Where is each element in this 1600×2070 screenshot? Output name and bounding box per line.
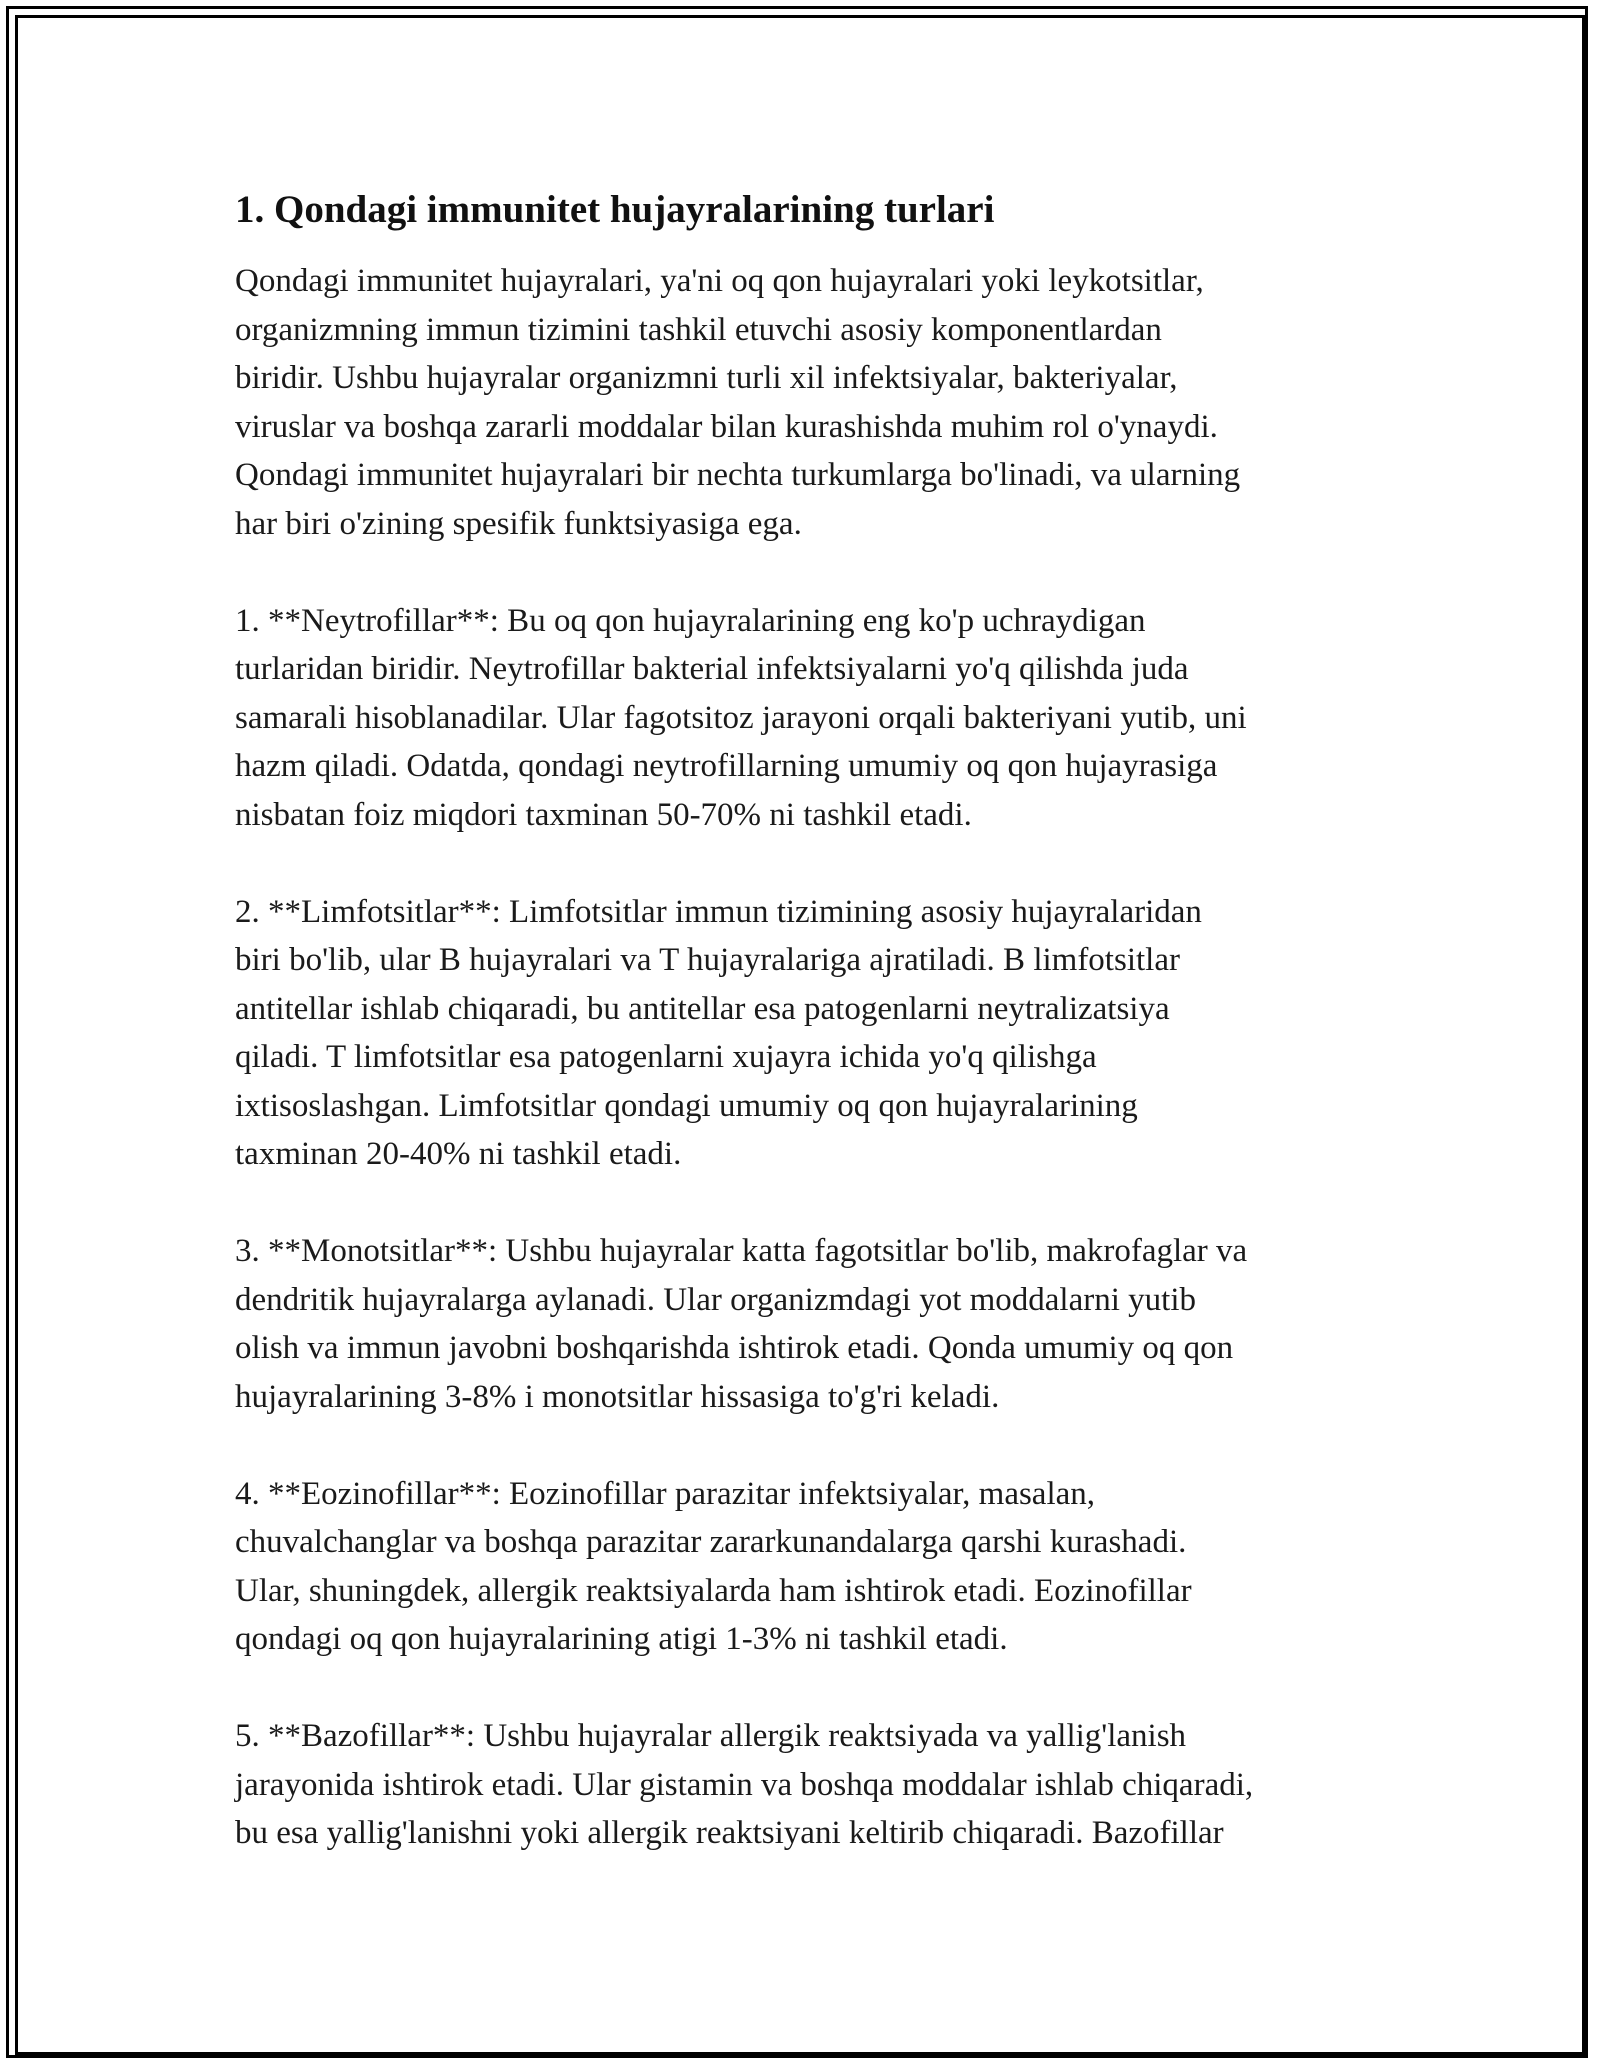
intro-paragraph: Qondagi immunitet hujayralari, ya'ni oq qon hujayralari yoki leykotsitlar, organizmning immun tizimini tashkil etuvchi asosiy komponentlardan biridir. Ushbu hujayralar organizmni turli xil infektsiyalar, bakteriyalar, viruslar va boshqa zararli moddalar bilan kurashishda muhim rol o'ynaydi. Qondagi immunitet hujayralari bir nechta turkumlarga bo'linadi, va ularning har biri o'zining spesifik funktsiyasiga ega. (235, 263, 1241, 542)
basophils-paragraph: 5. **Bazofillar**: Ushbu hujayralar allergik reaktsiyada va yallig'lanish jarayonida ishtirok etadi. Ular gistamin va boshqa moddalar ishlab chiqaradi, bu esa yallig'lanishni yoki allergik reaktsiyani keltirib chiqaradi. Bazofillar (235, 1718, 1254, 1851)
document-body (235, 185, 1380, 1906)
section-heading: 1. Qondagi immunitet hujayralarining turlari (235, 188, 995, 231)
neutrophils-paragraph: 1. **Neytrofillar**: Bu oq qon hujayralarining eng ko'p uchraydigan turlaridan biridir. Neytrofillar bakterial infektsiyalarni yo'q qilishda juda samarali hisoblanadilar. Ular fagotsitoz jarayoni orqali bakteriyani yutib, uni hazm qiladi. Odatda, qondagi neytrofillarning umumiy oq qon hujayrasiga nisbatan foiz miqdori taxminan 50-70% ni tashkil etadi. (235, 602, 1247, 833)
lymphocytes-paragraph: 2. **Limfotsitlar**: Limfotsitlar immun tizimining asosiy hujayralaridan biri bo'lib, ular B hujayralari va T hujayralariga ajratiladi. B limfotsitlar antitellar ishlab chiqaradi, bu antitellar esa patogenlarni neytralizatsiya qiladi. T limfotsitlar esa patogenlarni xujayra ichida yo'q qilishga ixtisoslashgan. Limfotsitlar qondagi umumiy oq qon hujayralarining taxminan 20-40% ni tashkil etadi. (235, 893, 1202, 1172)
eosinophils-paragraph: 4. **Eozinofillar**: Eozinofillar parazitar infektsiyalar, masalan, chuvalchanglar va boshqa parazitar zararkunandalarga qarshi kurashadi. Ular, shuningdek, allergik reaktsiyalarda ham ishtirok etadi. Eozinofillar qondagi oq qon hujayralarining atigi 1-3% ni tashkil etadi. (235, 1475, 1192, 1657)
monocytes-paragraph: 3. **Monotsitlar**: Ushbu hujayralar katta fagotsitlar bo'lib, makrofaglar va dendritik hujayralarga aylanadi. Ular organizmdagi yot moddalarni yutib olish va immun javobni boshqarishda ishtirok etadi. Qonda umumiy oq qon hujayralarining 3-8% i monotsitlar hissasiga to'g'ri keladi. (235, 1233, 1248, 1415)
